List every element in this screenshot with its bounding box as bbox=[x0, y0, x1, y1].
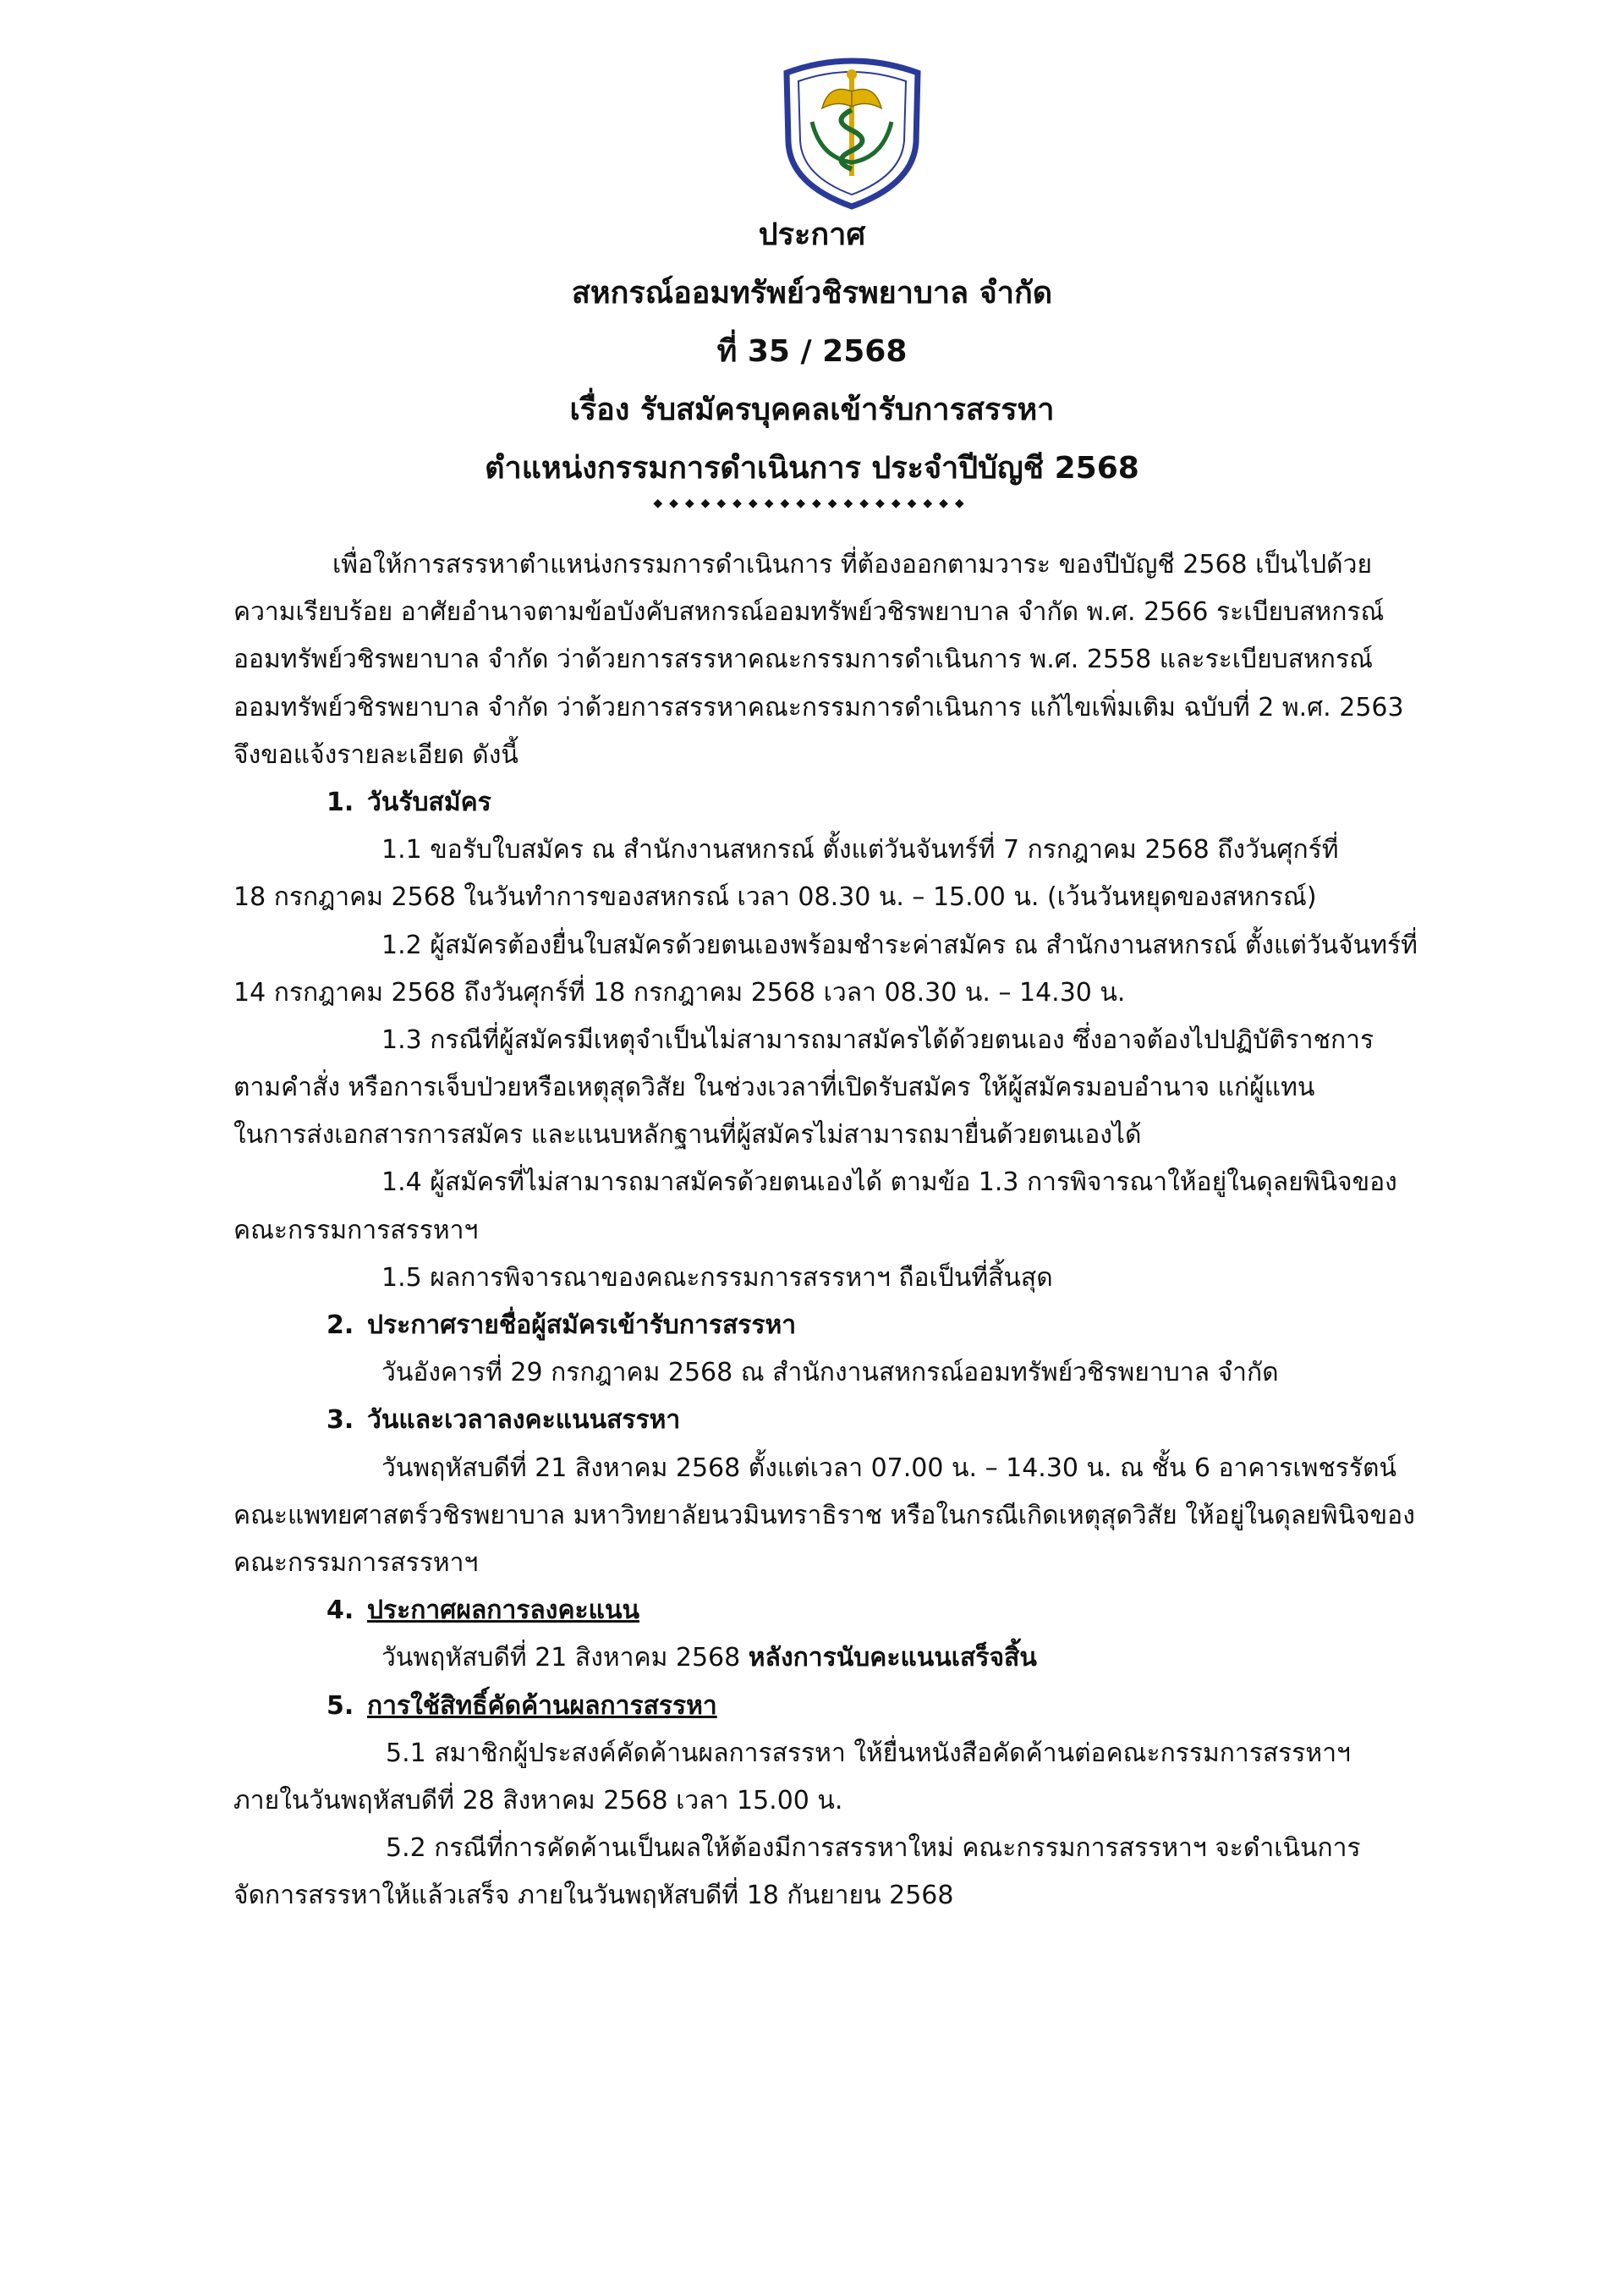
section-1-1-line: 18 กรกฎาคม 2568 ในวันทำการของสหกรณ์ เวลา 08.30 น. – 15.00 น. (เว้นวันหยุดของสหกรณ์) bbox=[233, 882, 1317, 913]
section-title: การใช้สิทธิ์คัดค้านผลการสรรหา bbox=[367, 1690, 717, 1721]
section-title: วันและเวลาลงคะแนนสรรหา bbox=[367, 1405, 681, 1436]
section-1-3-line: ตามคำสั่ง หรือการเจ็บป่วยหรือเหตุสุดวิสัย ในช่วงเวลาที่เปิดรับสมัคร ให้ผู้สมัครมอบอำนาจ แก่ผู้แทน bbox=[233, 1073, 1315, 1103]
intro-line: ออมทรัพย์วชิรพยาบาล จำกัด ว่าด้วยการสรรหาคณะกรรมการดำเนินการ พ.ศ. 2558 และระเบียบสหกรณ์ bbox=[233, 645, 1373, 675]
section-1-3-line: ในการส่งเอกสารการสมัคร และแนบหลักฐานที่ผู้สมัครไม่สามารถมายื่นด้วยตนเองได้ bbox=[233, 1120, 1142, 1151]
section-1-2-line: 1.2 ผู้สมัครต้องยื่นใบสมัครด้วยตนเองพร้อมชำระค่าสมัคร ณ สำนักงานสหกรณ์ ตั้งแต่วันจันทร์ที่ bbox=[381, 930, 1418, 960]
section-5-2-line: จัดการสรรหาให้แล้วเสร็จ ภายในวันพฤหัสบดีที่ 18 กันยายน 2568 bbox=[233, 1881, 954, 1911]
section-1-2-line: 14 กรกฎาคม 2568 ถึงวันศุกร์ที่ 18 กรกฎาคม 2568 เวลา 08.30 น. – 14.30 น. bbox=[233, 977, 1126, 1008]
section-number: 1. bbox=[326, 787, 354, 817]
intro-line: จึงขอแจ้งรายละเอียด ดังนี้ bbox=[233, 739, 518, 770]
intro-line: เพื่อให้การสรรหาตำแหน่งกรรมการดำเนินการ ที่ต้องออกตามวาระ ของปีบัญชี 2568 เป็นไปด้วย bbox=[332, 550, 1373, 579]
section-title: วันรับสมัคร bbox=[367, 787, 491, 817]
section-4-line bbox=[233, 1634, 1477, 1682]
section-3-line: คณะกรรมการสรรหาฯ bbox=[233, 1547, 479, 1578]
announcement-subject: เรื่อง รับสมัครบุคคลเข้ารับการสรรหา bbox=[569, 393, 1055, 427]
section-2-line: วันอังคารที่ 29 กรกฎาคม 2568 ณ สำนักงานสหกรณ์ออมทรัพย์วชิรพยาบาล จำกัด bbox=[381, 1358, 1279, 1388]
announcement-position: ตำแหน่งกรรมการดำเนินการ ประจำปีบัญชี 2568 bbox=[485, 451, 1139, 486]
section-5-1-line: ภายในวันพฤหัสบดีที่ 28 สิงหาคม 2568 เวลา 15.00 น. bbox=[233, 1785, 843, 1815]
section-5-2-line: 5.2 กรณีที่การคัดค้านเป็นผลให้ต้องมีการสรรหาใหม่ คณะกรรมการสรรหาฯ จะดำเนินการ bbox=[386, 1833, 1361, 1864]
section-1-heading bbox=[233, 779, 1477, 827]
section-number: 3. bbox=[326, 1405, 354, 1436]
seal-top-knob bbox=[847, 69, 857, 80]
section-number: 2. bbox=[326, 1310, 354, 1340]
announcement-number: ที่ 35 / 2568 bbox=[716, 334, 908, 369]
section-3-line: วันพฤหัสบดีที่ 21 สิงหาคม 2568 ตั้งแต่เวลา 07.00 น. – 14.30 น. ณ ชั้น 6 อาคารเพชรรัตน์ bbox=[381, 1453, 1397, 1483]
section-5-1-line: 5.1 สมาชิกผู้ประสงค์คัดค้านผลการสรรหา ให้ยื่นหนังสือคัดค้านต่อคณะกรรมการสรรหาฯ bbox=[386, 1738, 1351, 1768]
section-1-4-line: 1.4 ผู้สมัครที่ไม่สามารถมาสมัครด้วยตนเองได้ ตามข้อ 1.3 การพิจารณาให้อยู่ในดุลยพินิจของ bbox=[381, 1167, 1397, 1198]
announcement-header bbox=[0, 218, 1624, 512]
section-1-1-line: 1.1 ขอรับใบสมัคร ณ สำนักงานสหกรณ์ ตั้งแต่วันจันทร์ที่ 7 กรกฎาคม 2568 ถึงวันศุกร์ที่ bbox=[381, 835, 1339, 865]
section-title: ประกาศรายชื่อผู้สมัครเข้ารับการสรรหา bbox=[367, 1310, 797, 1340]
section-5-heading bbox=[233, 1683, 1477, 1730]
diamond-divider: ◆◆◆◆◆◆◆◆◆◆◆◆◆◆◆◆◆◆◆◆ bbox=[653, 497, 971, 510]
section-1-4-line: คณะกรรมการสรรหาฯ bbox=[233, 1215, 479, 1245]
section-4-date: วันพฤหัสบดีที่ 21 สิงหาคม 2568 bbox=[381, 1643, 749, 1673]
section-number: 4. bbox=[326, 1596, 354, 1626]
cooperative-seal-logo bbox=[778, 49, 926, 210]
section-title: ประกาศผลการลงคะแนน bbox=[367, 1596, 639, 1626]
intro-line: ออมทรัพย์วชิรพยาบาล จำกัด ว่าด้วยการสรรหาคณะกรรมการดำเนินการ แก้ไขเพิ่มเติม ฉบับที่ 2 พ.ศ. 2563 bbox=[233, 692, 1404, 722]
section-1-5-line: 1.5 ผลการพิจารณาของคณะกรรมการสรรหาฯ ถือเป็นที่สิ้นสุด bbox=[381, 1262, 1053, 1293]
section-2-heading bbox=[233, 1302, 1477, 1349]
section-3-line: คณะแพทยศาสตร์วชิรพยาบาล มหาวิทยาลัยนวมินทราธิราช หรือในกรณีเกิดเหตุสุดวิสัย ให้อยู่ในดุลยพินิจของ bbox=[233, 1500, 1415, 1530]
section-4-heading bbox=[233, 1587, 1477, 1634]
section-4-note: หลังการนับคะแนนเสร็จสิ้น bbox=[748, 1643, 1037, 1673]
announcement-body bbox=[233, 541, 1477, 1920]
intro-line: ความเรียบร้อย อาศัยอำนาจตามข้อบังคับสหกรณ์ออมทรัพย์วชิรพยาบาล จำกัด พ.ศ. 2566 ระเบียบสหกรณ์ bbox=[233, 597, 1385, 628]
organization-name: สหกรณ์ออมทรัพย์วชิรพยาบาล จำกัด bbox=[571, 276, 1053, 310]
announcement-title: ประกาศ bbox=[758, 217, 866, 252]
section-number: 5. bbox=[326, 1690, 354, 1721]
section-3-heading bbox=[233, 1397, 1477, 1444]
section-1-3-line: 1.3 กรณีที่ผู้สมัครมีเหตุจำเป็นไม่สามารถมาสมัครได้ด้วยตนเอง ซึ่งอาจต้องไปปฏิบัติราชการ bbox=[381, 1024, 1374, 1055]
